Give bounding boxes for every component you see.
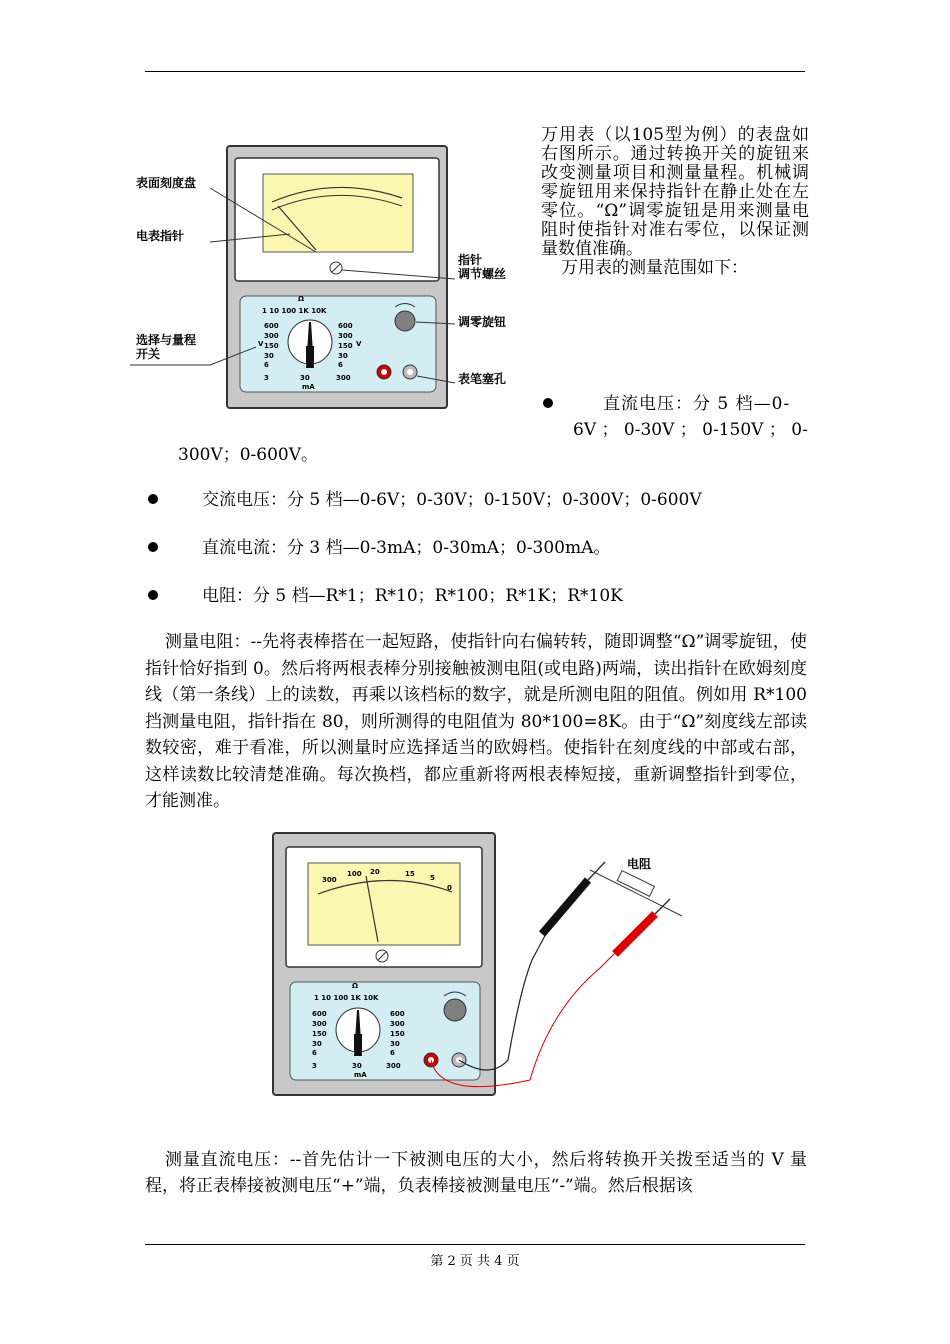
panel-ohm-ranges: 1 10 100 1K 10K bbox=[262, 307, 327, 315]
bottom-scale-label: 300 bbox=[336, 374, 351, 382]
bottom-scale-label: 3 bbox=[312, 1062, 317, 1070]
range-dcv-line1: 直流电压：分 5 档—0- bbox=[603, 394, 791, 414]
label-screw-2: 调节螺丝 bbox=[458, 267, 507, 281]
red-probe bbox=[615, 914, 655, 954]
bottom-scale-label: 300 bbox=[386, 1062, 401, 1070]
v-left-label: V bbox=[258, 340, 264, 348]
intro-paragraph bbox=[541, 126, 809, 278]
right-scale-label: 300 bbox=[390, 1020, 405, 1028]
bottom-scale-label: 3 bbox=[264, 374, 269, 382]
dial-scale-label: 0 bbox=[447, 884, 452, 892]
label-zero-knob: 调零旋钮 bbox=[458, 315, 507, 329]
resistance-paragraph: 测量电阻：--先将表棒搭在一起短路，使指针向右偏转转，随即调整“Ω”调零旋钮，使指针恰好指到 0。然后将两根表棒分别接触被测电阻(或电路)两端，读出指针在欧姆刻度线（第一条线）上的读数，再乘以该档标的数字，就是所测电阻的阻值。例如用 R*100 挡测量电阻，指针指在 80，则所测得的电阻值为 80*100=8K。由于“Ω”刻度线左部读数较密，难于看准，所以测量时应选择适当的欧姆档。使指针在刻度线的中部或右部，这样读数比较清楚准确。每次换档，都应重新将两根表棒短接，重新调整指针到零位，才能测准。 bbox=[145, 632, 807, 811]
dial-scale-label: 20 bbox=[370, 868, 380, 876]
left-scale-label: 150 bbox=[264, 342, 279, 350]
right-scale-label: 30 bbox=[390, 1040, 400, 1048]
range-acv: 交流电压：分 5 档—0-6V；0-30V；0-150V；0-300V；0-600V bbox=[202, 490, 702, 510]
range-intro: 万用表的测量范围如下： bbox=[561, 258, 748, 278]
bullet-dot bbox=[148, 494, 158, 504]
footer-rule bbox=[145, 1244, 805, 1245]
label-switch-1: 选择与量程 bbox=[136, 333, 197, 347]
range-dcv-line2: 6V ； 0-30V ； 0-150V ； 0- bbox=[573, 420, 808, 440]
range-dca: 直流电流：分 3 档—0-3mA；0-30mA；0-300mA。 bbox=[202, 538, 611, 558]
left-scale-label: 600 bbox=[312, 1010, 327, 1018]
v-right-label: V bbox=[356, 340, 362, 348]
panel-ohm-ranges: 1 10 100 1K 10K bbox=[314, 994, 379, 1002]
panel-omega: Ω bbox=[298, 295, 304, 303]
right-scale-label: 600 bbox=[390, 1010, 405, 1018]
intro-text: 万用表（以105型为例）的表盘如右图所示。通过转换开关的旋钮来改变测量项目和测量量程。机械调零旋钮用来保持指针在静止处在左零位。“Ω”调零旋钮是用来测量电阻时使指针对准右零位，以保证测量数值准确。 bbox=[541, 125, 809, 259]
panel-omega: Ω bbox=[352, 982, 358, 990]
header-rule bbox=[145, 71, 805, 72]
left-scale-label: 150 bbox=[312, 1030, 327, 1038]
dial-scale-label: 100 bbox=[347, 870, 362, 878]
dial-scale-label: 300 bbox=[322, 876, 337, 884]
range-ohm: 电阻：分 5 档—R*1；R*10；R*100；R*1K；R*10K bbox=[202, 586, 623, 606]
right-scale-label: 150 bbox=[390, 1030, 405, 1038]
dc-voltage-paragraph: 测量直流电压：--首先估计一下被测电压的大小，然后将转换开关拨至适当的 V 量程，将正表棒接被测电压“+”端，负表棒接被测量电压“-”端。然后根据该 bbox=[145, 1150, 807, 1196]
label-switch-2: 开关 bbox=[136, 347, 161, 361]
left-scale-label: 300 bbox=[312, 1020, 327, 1028]
right-scale-label: 150 bbox=[338, 342, 353, 350]
dial-scale-label: 5 bbox=[430, 874, 435, 882]
bottom-scale-label: 30 bbox=[352, 1062, 362, 1070]
range-dcv-line3: 300V；0-600V。 bbox=[178, 445, 319, 465]
dial-scale-label: 15 bbox=[405, 870, 415, 878]
bullet-dot bbox=[543, 398, 553, 408]
right-scale-label: 300 bbox=[338, 332, 353, 340]
label-screw-1: 指针 bbox=[458, 253, 483, 267]
multimeter-diagram bbox=[130, 140, 530, 420]
left-scale-label: 6 bbox=[312, 1049, 317, 1057]
bullet-dot bbox=[148, 590, 158, 600]
right-scale-label: 30 bbox=[338, 352, 348, 360]
left-scale-label: 30 bbox=[312, 1040, 322, 1048]
label-sockets: 表笔塞孔 bbox=[458, 372, 507, 386]
bottom-scale-label: 30 bbox=[300, 374, 310, 382]
zero-knob bbox=[444, 999, 466, 1021]
ma-label: mA bbox=[354, 1071, 367, 1079]
label-needle: 电表指针 bbox=[136, 229, 185, 243]
left-scale-label: 30 bbox=[264, 352, 274, 360]
resistance-measurement-diagram bbox=[270, 830, 700, 1102]
resistor-label: 电阻 bbox=[627, 857, 652, 871]
zero-knob bbox=[395, 311, 415, 331]
right-scale-label: 6 bbox=[390, 1049, 395, 1057]
dial-face bbox=[263, 174, 413, 252]
right-scale-label: 600 bbox=[338, 322, 353, 330]
right-scale-label: 6 bbox=[338, 361, 343, 369]
bullet-dot bbox=[148, 542, 158, 552]
black-probe bbox=[542, 880, 588, 934]
left-scale-label: 6 bbox=[264, 361, 269, 369]
page-number: 第 2 页 共 4 页 bbox=[430, 1254, 520, 1269]
left-scale-label: 300 bbox=[264, 332, 279, 340]
ma-label: mA bbox=[302, 383, 315, 391]
left-scale-label: 600 bbox=[264, 322, 279, 330]
label-dial: 表面刻度盘 bbox=[136, 176, 197, 190]
